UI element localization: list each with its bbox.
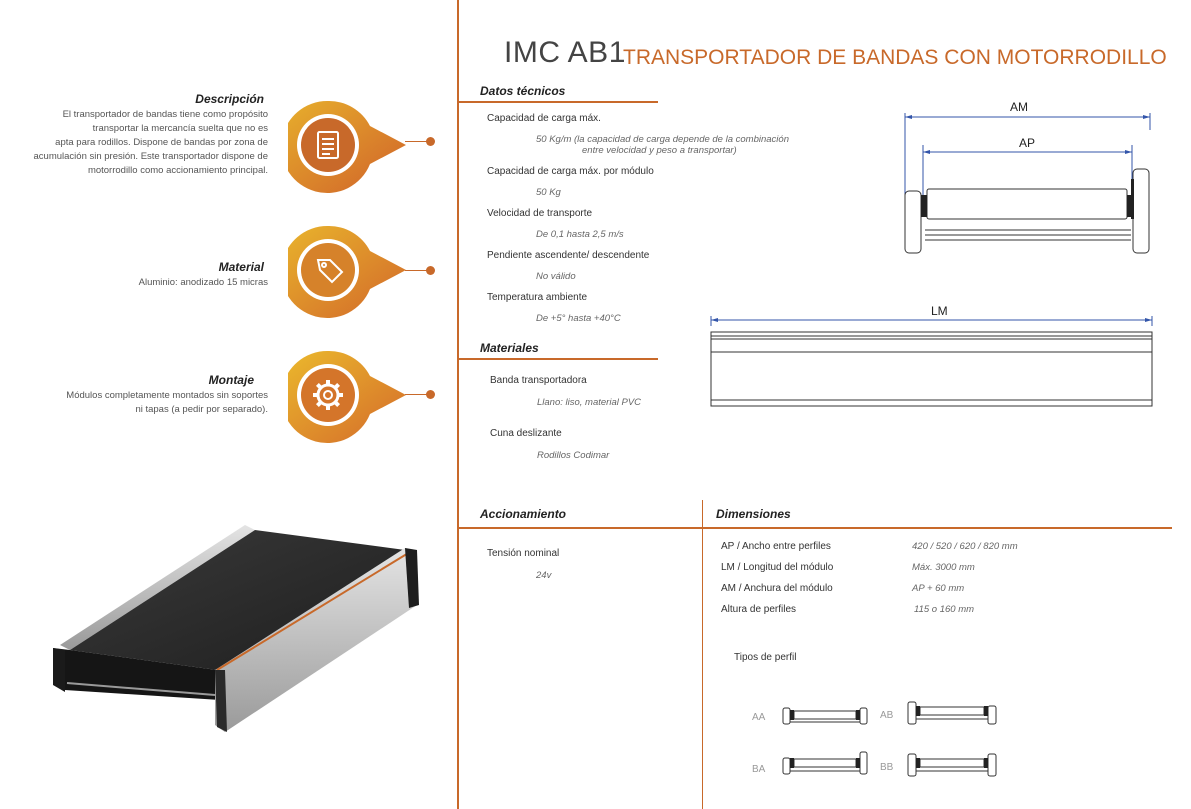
- cross-section-drawing: [895, 95, 1160, 265]
- descripcion-line: El transportador de bandas tiene como propósito: [62, 109, 268, 120]
- materiales-rule: [458, 358, 658, 360]
- product-subtitle: TRANSPORTADOR DE BANDAS CON MOTORRODILLO: [623, 46, 1167, 69]
- side-view-drawing: [705, 312, 1160, 412]
- material-value: Llano: liso, material PVC: [537, 397, 642, 408]
- spec-value: 50 Kg/m (la capacidad de carga depende de la combinación: [536, 134, 789, 145]
- dimensiones-title: Dimensiones: [716, 507, 791, 521]
- descripcion-text: [10, 108, 268, 178]
- profile-type-label: BB: [880, 762, 894, 773]
- datos-tecnicos-rule: [458, 101, 658, 103]
- material-line: Aluminio: anodizado 15 micras: [138, 277, 268, 288]
- dimension-value: Máx. 3000 mm: [912, 562, 975, 573]
- accionamiento-rule: [458, 527, 702, 529]
- spec-value: 50 Kg: [536, 187, 561, 198]
- dimensiones-rule: [703, 527, 1172, 529]
- profile-bb-drawing: [905, 748, 999, 782]
- spec-value: No válido: [536, 271, 576, 282]
- dimension-label: AM / Anchura del módulo: [721, 583, 833, 594]
- profile-ab-drawing: [905, 696, 999, 730]
- montaje-badge: [288, 347, 408, 447]
- material-title: Material: [218, 260, 264, 274]
- profile-type-label: BA: [752, 764, 766, 775]
- montaje-dot: [426, 390, 435, 399]
- descripcion-line: acumulación sin presión. Este transportador dispone de: [33, 151, 268, 162]
- profile-type-label: AB: [880, 710, 894, 721]
- material-label: Cuna deslizante: [490, 428, 562, 439]
- dimension-label: LM / Longitud del módulo: [721, 562, 834, 573]
- model-title: IMC AB1: [504, 36, 626, 69]
- descripcion-line: motorrodillo como accionamiento principal.: [87, 165, 268, 176]
- spec-label: Capacidad de carga máx. por módulo: [487, 166, 654, 177]
- montaje-line: Módulos completamente montados sin soportes: [66, 390, 268, 401]
- profile-aa-drawing: [780, 700, 870, 732]
- montaje-line: ni tapas (a pedir por separado).: [135, 404, 268, 415]
- bottom-divider: [702, 500, 703, 809]
- material-value: Rodillos Codimar: [537, 450, 610, 461]
- datos-tecnicos-title: Datos técnicos: [480, 84, 566, 98]
- material-dot: [426, 266, 435, 275]
- material-label: Banda transportadora: [490, 375, 587, 386]
- accionamiento-title: Accionamiento: [480, 507, 567, 521]
- spec-value: entre velocidad y peso a transportar): [582, 145, 737, 156]
- tension-label: Tensión nominal: [487, 548, 560, 559]
- spec-label: Pendiente ascendente/ descendente: [487, 250, 650, 261]
- tension-value: 24v: [536, 570, 552, 581]
- spec-label: Velocidad de transporte: [487, 208, 593, 219]
- lm-dimension-label: LM: [931, 304, 948, 318]
- montaje-title: Montaje: [208, 373, 254, 387]
- spec-label: Temperatura ambiente: [487, 292, 588, 303]
- dimension-value: 420 / 520 / 620 / 820 mm: [912, 541, 1018, 552]
- dimension-label: Altura de perfiles: [721, 604, 797, 615]
- material-text: [10, 276, 268, 290]
- dimension-label: AP / Ancho entre perfiles: [721, 541, 831, 552]
- profile-types-title: Tipos de perfil: [734, 652, 797, 663]
- am-dimension-label: AM: [1010, 100, 1028, 114]
- descripcion-line: apta para rodillos. Dispone de bandas por zona de: [55, 137, 268, 148]
- profile-type-label: AA: [752, 712, 766, 723]
- descripcion-badge: [288, 97, 408, 197]
- descripcion-dot: [426, 137, 435, 146]
- montaje-text: [10, 389, 268, 417]
- spec-value: De +5° hasta +40°C: [536, 313, 621, 324]
- column-divider: [457, 0, 459, 809]
- ap-dimension-label: AP: [1019, 136, 1036, 150]
- material-badge: [288, 222, 408, 322]
- dimension-value: 115 o 160 mm: [914, 604, 975, 615]
- descripcion-title: Descripción: [195, 92, 264, 106]
- conveyor-product-image: [45, 520, 425, 735]
- profile-ba-drawing: [780, 748, 870, 782]
- spec-label: Capacidad de carga máx.: [487, 113, 601, 124]
- materiales-title: Materiales: [480, 341, 539, 355]
- dimension-value: AP + 60 mm: [912, 583, 965, 594]
- descripcion-line: transportar la mercancía suelta que no es: [92, 123, 268, 134]
- spec-value: De 0,1 hasta 2,5 m/s: [536, 229, 624, 240]
